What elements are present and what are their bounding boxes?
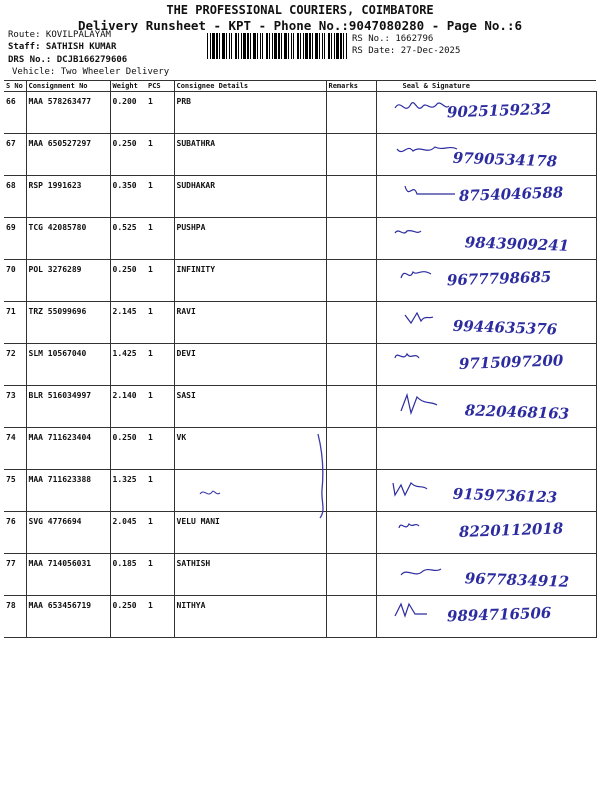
- handwritten-signature: [377, 260, 597, 300]
- table-row: [4, 554, 596, 596]
- row-consignee: NITHYA: [174, 596, 326, 638]
- rs-date: RS Date: 27-Dec-2025: [352, 46, 461, 56]
- table-row: [4, 176, 596, 218]
- handwritten-signature: [377, 386, 597, 426]
- row-remarks: [326, 386, 376, 428]
- row-pcs: 1: [146, 596, 174, 638]
- row-pcs: 1: [146, 302, 174, 344]
- row-weight: 0.200: [110, 92, 146, 134]
- row-pcs: 1: [146, 134, 174, 176]
- col-header-signature: Seal & Signature: [376, 81, 596, 92]
- row-weight: 0.350: [110, 176, 146, 218]
- row-remarks: [326, 596, 376, 638]
- row-sno: 70: [4, 260, 26, 302]
- row-signature: [376, 596, 596, 638]
- handwritten-signature: [377, 92, 597, 132]
- table-row: [4, 302, 596, 344]
- col-header-sno: S No: [4, 81, 26, 92]
- row-sno: 73: [4, 386, 26, 428]
- handwritten-signature: [377, 344, 597, 384]
- row-weight: 2.045: [110, 512, 146, 554]
- signature-phone-number: 9843909241: [464, 233, 569, 255]
- handwritten-signature: [377, 302, 597, 342]
- row-weight: 0.250: [110, 134, 146, 176]
- barcode-image: [207, 33, 347, 59]
- row-consignee: SUBATHRA: [174, 134, 326, 176]
- row-consignee: SUDHAKAR: [174, 176, 326, 218]
- row-pcs: 1: [146, 554, 174, 596]
- row-consignment: SLM 10567040: [26, 344, 110, 386]
- signature-phone-number: 9894716506: [446, 603, 552, 626]
- row-signature: [376, 512, 596, 554]
- row-pcs: 1: [146, 344, 174, 386]
- table-row: [4, 260, 596, 302]
- table-row: [4, 344, 596, 386]
- handwritten-signature: [377, 176, 597, 216]
- rs-number: RS No.: 1662796: [352, 34, 434, 44]
- runsheet-table: [4, 80, 597, 638]
- table-row: [4, 386, 596, 428]
- company-title: THE PROFESSIONAL COURIERS, COIMBATORE: [166, 3, 434, 17]
- row-remarks: [326, 260, 376, 302]
- row-consignment: TCG 42085780: [26, 218, 110, 260]
- staff-label: Staff: SATHISH KUMAR: [8, 42, 117, 52]
- row-pcs: 1: [146, 218, 174, 260]
- row-consignment: POL 3276289: [26, 260, 110, 302]
- signature-phone-number: 9025159232: [446, 99, 552, 122]
- row-signature: [376, 428, 596, 470]
- signature-phone-number: 9944635376: [452, 316, 557, 339]
- drs-label: DRS No.: DCJB166279606: [8, 55, 128, 65]
- row-remarks: [326, 302, 376, 344]
- row-sno: 72: [4, 344, 26, 386]
- signature-phone-number: 9159736123: [452, 484, 557, 507]
- row-remarks: [326, 176, 376, 218]
- row-weight: 0.250: [110, 596, 146, 638]
- row-consignment: TRZ 55099696: [26, 302, 110, 344]
- signature-phone-number: 9677834912: [464, 569, 569, 591]
- handwritten-signature: [377, 554, 597, 594]
- signature-phone-number: 8754046588: [458, 183, 564, 205]
- row-signature: [376, 554, 596, 596]
- handwritten-signature: [377, 596, 597, 636]
- row-consignee: DEVI: [174, 344, 326, 386]
- row-consignment: BLR 516034997: [26, 386, 110, 428]
- row-signature: [376, 134, 596, 176]
- row-remarks: [326, 134, 376, 176]
- row-consignment: MAA 711623404: [26, 428, 110, 470]
- row-signature: [376, 92, 596, 134]
- row-remarks: [326, 218, 376, 260]
- row-pcs: 1: [146, 386, 174, 428]
- row-remarks: [326, 344, 376, 386]
- row-consignment: MAA 650527297: [26, 134, 110, 176]
- row-sno: 66: [4, 92, 26, 134]
- row-consignee: SATHISH: [174, 554, 326, 596]
- row-signature: [376, 386, 596, 428]
- row-signature: [376, 218, 596, 260]
- row-consignee: RAVI: [174, 302, 326, 344]
- row-consignment: MAA 578263477: [26, 92, 110, 134]
- runsheet-subtitle: Delivery Runsheet - KPT - Phone No.:9047080280 - Page No.:6: [77, 18, 522, 33]
- row-signature: [376, 176, 596, 218]
- row-signature: [376, 302, 596, 344]
- row-weight: 2.145: [110, 302, 146, 344]
- route-label: Route: KOVILPALAYAM: [8, 30, 111, 40]
- handwritten-signature: [377, 512, 597, 552]
- row-weight: 1.425: [110, 344, 146, 386]
- row-sno: 75: [4, 470, 26, 512]
- stray-pen-mark: [300, 430, 340, 520]
- row-consignment: MAA 653456719: [26, 596, 110, 638]
- col-header-consignment: Consignment No: [26, 81, 110, 92]
- signature-phone-number: 9715097200: [458, 351, 564, 373]
- row-pcs: 1: [146, 176, 174, 218]
- table-header-row: [4, 81, 596, 92]
- table-row: [4, 92, 596, 134]
- row-signature: [376, 470, 596, 512]
- row-pcs: 1: [146, 470, 174, 512]
- row-signature: [376, 344, 596, 386]
- row-consignment: MAA 714056031: [26, 554, 110, 596]
- handwritten-signature: [377, 218, 597, 258]
- row-weight: 0.250: [110, 260, 146, 302]
- row-sno: 71: [4, 302, 26, 344]
- col-header-consignee: Consignee Details: [174, 81, 326, 92]
- row-weight: 0.250: [110, 428, 146, 470]
- row-sno: 77: [4, 554, 26, 596]
- table-row: [4, 596, 596, 638]
- row-consignee: INFINITY: [174, 260, 326, 302]
- row-weight: 0.525: [110, 218, 146, 260]
- table-row: [4, 134, 596, 176]
- row-remarks: [326, 554, 376, 596]
- row-pcs: 1: [146, 512, 174, 554]
- row-sno: 69: [4, 218, 26, 260]
- row-weight: 0.185: [110, 554, 146, 596]
- consignee-scribble: [196, 484, 226, 502]
- row-consignee: PRB: [174, 92, 326, 134]
- signature-phone-number: 8220468163: [464, 401, 569, 423]
- col-header-weight: Weight: [110, 81, 146, 92]
- row-sno: 68: [4, 176, 26, 218]
- row-consignment: SVG 4776694: [26, 512, 110, 554]
- row-consignee: PUSHPA: [174, 218, 326, 260]
- handwritten-signature: [377, 470, 597, 510]
- row-weight: 1.325: [110, 470, 146, 512]
- row-pcs: 1: [146, 428, 174, 470]
- row-sno: 74: [4, 428, 26, 470]
- vehicle-label: Vehicle: Two Wheeler Delivery: [12, 67, 170, 77]
- signature-phone-number: 9677798685: [446, 267, 552, 290]
- row-consignee: SASI: [174, 386, 326, 428]
- row-consignment: MAA 711623388: [26, 470, 110, 512]
- handwritten-signature: [377, 428, 597, 468]
- row-signature: [376, 260, 596, 302]
- row-pcs: 1: [146, 260, 174, 302]
- row-pcs: 1: [146, 92, 174, 134]
- handwritten-signature: [377, 134, 597, 174]
- row-consignee: VELU MANI: [174, 512, 326, 554]
- table-row: [4, 218, 596, 260]
- signature-phone-number: 8220112018: [458, 519, 564, 541]
- row-sno: 78: [4, 596, 26, 638]
- row-consignment: RSP 1991623: [26, 176, 110, 218]
- row-consignee: VK: [174, 428, 326, 470]
- row-weight: 2.140: [110, 386, 146, 428]
- col-header-remarks: Remarks: [326, 81, 376, 92]
- col-header-pcs: PCS: [146, 81, 174, 92]
- row-sno: 67: [4, 134, 26, 176]
- row-sno: 76: [4, 512, 26, 554]
- row-remarks: [326, 92, 376, 134]
- signature-phone-number: 9790534178: [452, 148, 557, 171]
